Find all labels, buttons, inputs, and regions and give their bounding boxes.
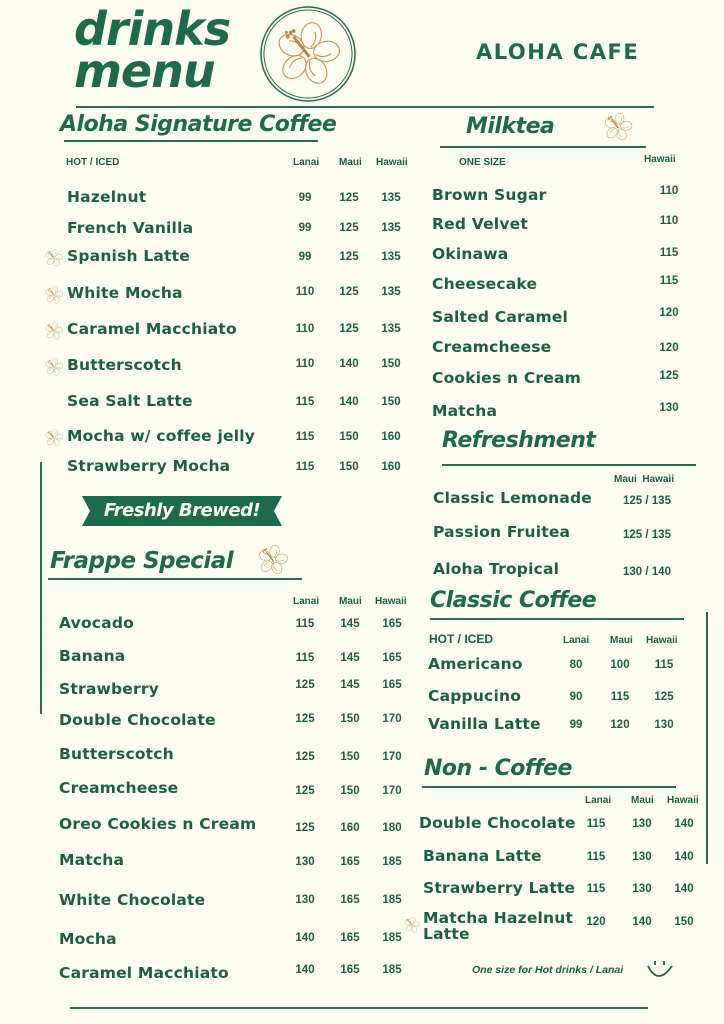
banner-label: Freshly Brewed! bbox=[103, 500, 261, 521]
item-price: 140 bbox=[295, 964, 315, 976]
item-name: Caramel Macchiato bbox=[67, 320, 237, 338]
item-price: 150 bbox=[381, 358, 401, 370]
item-price: 115 bbox=[586, 818, 606, 830]
item-price: 125 bbox=[659, 370, 679, 382]
item-price: 135 bbox=[381, 323, 401, 335]
item-price: 115 bbox=[295, 461, 315, 473]
item-price: 115 bbox=[654, 659, 674, 671]
item-price: 165 bbox=[340, 932, 360, 944]
item-price: 165 bbox=[382, 618, 402, 630]
hibiscus-icon bbox=[403, 916, 421, 934]
classic-col-maui: Maui bbox=[610, 635, 633, 646]
item-price: 165 bbox=[382, 679, 402, 691]
item-name: Cheesecake bbox=[432, 275, 538, 293]
item-price: 185 bbox=[382, 932, 402, 944]
menu-title-menu: menu bbox=[74, 44, 215, 98]
menu-title-drinks: drinks bbox=[74, 2, 231, 56]
item-name: Avocado bbox=[59, 614, 134, 632]
col-hawaii: Hawaii bbox=[376, 157, 408, 168]
item-price: 130 bbox=[632, 883, 652, 895]
item-price: 170 bbox=[382, 751, 402, 763]
refreshment-columns: Maui Hawaii bbox=[614, 474, 675, 485]
aloha-signature-underline bbox=[64, 140, 318, 142]
item-price: 99 bbox=[569, 719, 583, 731]
item-price: 140 bbox=[674, 883, 694, 895]
classic-col-hawaii: Hawaii bbox=[646, 635, 678, 646]
hibiscus-icon bbox=[44, 285, 64, 305]
item-price: 150 bbox=[381, 396, 401, 408]
item-name: Hazelnut bbox=[67, 188, 147, 206]
item-price: 135 bbox=[381, 251, 401, 263]
item-name: Classic Lemonade bbox=[433, 489, 592, 507]
refreshment-underline bbox=[442, 464, 696, 466]
item-price: 115 bbox=[610, 691, 630, 703]
item-price: 120 bbox=[610, 719, 630, 731]
item-price: 125 bbox=[339, 222, 359, 234]
item-price: 100 bbox=[610, 659, 630, 671]
item-price: 120 bbox=[659, 307, 679, 319]
item-name: Double Chocolate bbox=[59, 711, 216, 729]
item-name: Creamcheese bbox=[59, 779, 179, 797]
item-name: Creamcheese bbox=[432, 338, 552, 356]
left-vertical-divider bbox=[40, 462, 42, 714]
item-price: 170 bbox=[382, 713, 402, 725]
milktea-col-hawaii: Hawaii bbox=[644, 154, 676, 165]
item-price: 90 bbox=[569, 691, 583, 703]
item-price: 110 bbox=[659, 215, 679, 227]
item-price: 130 bbox=[632, 851, 652, 863]
item-name: Mocha bbox=[59, 930, 117, 948]
milktea-underline bbox=[440, 146, 646, 148]
item-price: 135 bbox=[381, 192, 401, 204]
freshly-brewed-banner bbox=[82, 496, 282, 526]
item-price: 125 bbox=[295, 713, 315, 725]
item-price: 140 bbox=[674, 851, 694, 863]
non-coffee-col-maui: Maui bbox=[631, 795, 654, 806]
item-name: Cookies n Cream bbox=[432, 369, 582, 387]
item-name-line2: Latte bbox=[423, 925, 470, 943]
item-price: 140 bbox=[339, 396, 359, 408]
non-coffee-col-hawaii: Hawaii bbox=[667, 795, 699, 806]
footer-divider bbox=[70, 1007, 648, 1009]
item-price: 185 bbox=[382, 856, 402, 868]
item-price: 125 / 135 bbox=[623, 529, 671, 541]
item-name: Mocha w/ coffee jelly bbox=[67, 427, 256, 445]
hibiscus-icon bbox=[256, 543, 290, 577]
item-name: Matcha bbox=[432, 402, 498, 420]
item-price: 125 bbox=[654, 691, 674, 703]
item-name: Matcha Hazelnut bbox=[423, 909, 574, 927]
milktea-label: ONE SIZE bbox=[459, 157, 506, 168]
item-price: 125 bbox=[339, 323, 359, 335]
section-title-refreshment: Refreshment bbox=[442, 428, 596, 453]
item-price: 140 bbox=[674, 818, 694, 830]
item-name: Matcha bbox=[59, 851, 125, 869]
item-name: Salted Caramel bbox=[432, 308, 569, 326]
item-price: 115 bbox=[586, 883, 606, 895]
item-price: 110 bbox=[295, 323, 315, 335]
item-price: 160 bbox=[340, 822, 360, 834]
item-name: Caramel Macchiato bbox=[59, 964, 229, 982]
footer-note: One size for Hot drinks / Lanai bbox=[472, 964, 624, 976]
classic-coffee-underline bbox=[430, 618, 684, 620]
item-name: Okinawa bbox=[432, 245, 509, 263]
item-price: 115 bbox=[295, 431, 315, 443]
item-name: Banana bbox=[59, 647, 126, 665]
item-price: 99 bbox=[298, 222, 312, 234]
col-maui: Maui bbox=[339, 157, 362, 168]
item-price: 150 bbox=[340, 751, 360, 763]
item-name: Sea Salt Latte bbox=[67, 392, 193, 410]
item-price: 130 / 140 bbox=[623, 566, 671, 578]
item-name: Double Chocolate bbox=[419, 814, 576, 832]
item-name: French Vanilla bbox=[67, 219, 194, 237]
non-coffee-col-lanai: Lanai bbox=[585, 795, 612, 806]
item-price: 130 bbox=[295, 894, 315, 906]
item-name: Passion Fruitea bbox=[433, 523, 571, 541]
item-price: 140 bbox=[295, 932, 315, 944]
item-price: 185 bbox=[382, 894, 402, 906]
item-price: 145 bbox=[340, 679, 360, 691]
item-price: 110 bbox=[295, 358, 315, 370]
classic-col-lanai: Lanai bbox=[563, 635, 590, 646]
item-price: 160 bbox=[381, 431, 401, 443]
item-price: 140 bbox=[339, 358, 359, 370]
item-price: 135 bbox=[381, 286, 401, 298]
right-vertical-divider bbox=[706, 612, 708, 864]
section-title-milktea: Milktea bbox=[466, 114, 555, 139]
item-name: Butterscotch bbox=[67, 356, 182, 374]
item-price: 135 bbox=[381, 222, 401, 234]
item-name: Vanilla Latte bbox=[428, 715, 541, 733]
item-price: 170 bbox=[382, 785, 402, 797]
logo-icon bbox=[258, 4, 358, 104]
item-price: 130 bbox=[659, 402, 679, 414]
item-price: 120 bbox=[586, 916, 606, 928]
item-name: Strawberry bbox=[59, 680, 159, 698]
item-name: White Chocolate bbox=[59, 891, 206, 909]
item-price: 165 bbox=[340, 964, 360, 976]
item-price: 99 bbox=[298, 192, 312, 204]
item-name: Brown Sugar bbox=[432, 186, 547, 204]
item-price: 110 bbox=[659, 185, 679, 197]
item-price: 165 bbox=[340, 856, 360, 868]
item-name: Aloha Tropical bbox=[433, 560, 560, 578]
item-price: 165 bbox=[340, 894, 360, 906]
smiley-face-icon bbox=[644, 958, 676, 984]
item-price: 110 bbox=[295, 286, 315, 298]
section-title-classic-coffee: Classic Coffee bbox=[430, 588, 597, 613]
item-price: 125 bbox=[295, 785, 315, 797]
item-price: 125 bbox=[295, 679, 315, 691]
item-name: Spanish Latte bbox=[67, 247, 190, 265]
item-price: 165 bbox=[382, 652, 402, 664]
aloha-signature-label: HOT / ICED bbox=[66, 157, 120, 168]
classic-label: HOT / ICED bbox=[429, 632, 494, 646]
item-name: Strawberry Latte bbox=[423, 879, 576, 897]
item-price: 125 bbox=[295, 751, 315, 763]
item-price: 130 bbox=[654, 719, 674, 731]
item-name: Red Velvet bbox=[432, 215, 528, 233]
header-divider bbox=[76, 106, 654, 108]
frappe-col-hawaii: Hawaii bbox=[375, 596, 407, 607]
item-name: Butterscotch bbox=[59, 745, 174, 763]
hibiscus-icon bbox=[602, 111, 634, 143]
item-price: 185 bbox=[382, 964, 402, 976]
hibiscus-icon bbox=[44, 357, 64, 377]
item-price: 125 bbox=[295, 822, 315, 834]
item-price: 115 bbox=[295, 652, 315, 664]
item-name: Americano bbox=[428, 655, 523, 673]
item-price: 125 bbox=[339, 251, 359, 263]
item-price: 145 bbox=[340, 618, 360, 630]
item-price: 150 bbox=[340, 785, 360, 797]
item-price: 130 bbox=[632, 818, 652, 830]
item-price: 125 bbox=[339, 192, 359, 204]
item-price: 150 bbox=[339, 431, 359, 443]
col-lanai: Lanai bbox=[293, 157, 320, 168]
section-title-aloha-signature: Aloha Signature Coffee bbox=[60, 112, 337, 137]
item-price: 115 bbox=[659, 247, 679, 259]
item-name: Banana Latte bbox=[423, 847, 542, 865]
item-price: 145 bbox=[340, 652, 360, 664]
hibiscus-icon bbox=[44, 248, 64, 268]
item-price: 115 bbox=[295, 618, 315, 630]
frappe-col-maui: Maui bbox=[339, 596, 362, 607]
item-price: 180 bbox=[382, 822, 402, 834]
item-name: White Mocha bbox=[67, 284, 183, 302]
item-price: 125 bbox=[339, 286, 359, 298]
item-price: 99 bbox=[298, 251, 312, 263]
item-name: Strawberry Mocha bbox=[67, 457, 231, 475]
section-title-frappe: Frappe Special bbox=[50, 548, 234, 574]
item-price: 150 bbox=[674, 916, 694, 928]
item-price: 115 bbox=[586, 851, 606, 863]
item-price: 150 bbox=[339, 461, 359, 473]
section-title-non-coffee: Non - Coffee bbox=[424, 756, 572, 781]
item-price: 130 bbox=[295, 856, 315, 868]
item-price: 140 bbox=[632, 916, 652, 928]
non-coffee-underline bbox=[422, 786, 676, 788]
item-price: 115 bbox=[659, 275, 679, 287]
hibiscus-icon bbox=[44, 428, 64, 448]
cafe-name: ALOHA CAFE bbox=[476, 40, 640, 64]
item-price: 150 bbox=[340, 713, 360, 725]
frappe-col-lanai: Lanai bbox=[293, 596, 320, 607]
item-price: 80 bbox=[569, 659, 583, 671]
item-price: 160 bbox=[381, 461, 401, 473]
item-price: 120 bbox=[659, 342, 679, 354]
item-name: Cappucino bbox=[428, 687, 522, 705]
item-price: 115 bbox=[295, 396, 315, 408]
frappe-underline bbox=[48, 578, 302, 580]
item-price: 125 / 135 bbox=[623, 495, 671, 507]
hibiscus-icon bbox=[44, 321, 64, 341]
item-name: Oreo Cookies n Cream bbox=[59, 815, 257, 833]
